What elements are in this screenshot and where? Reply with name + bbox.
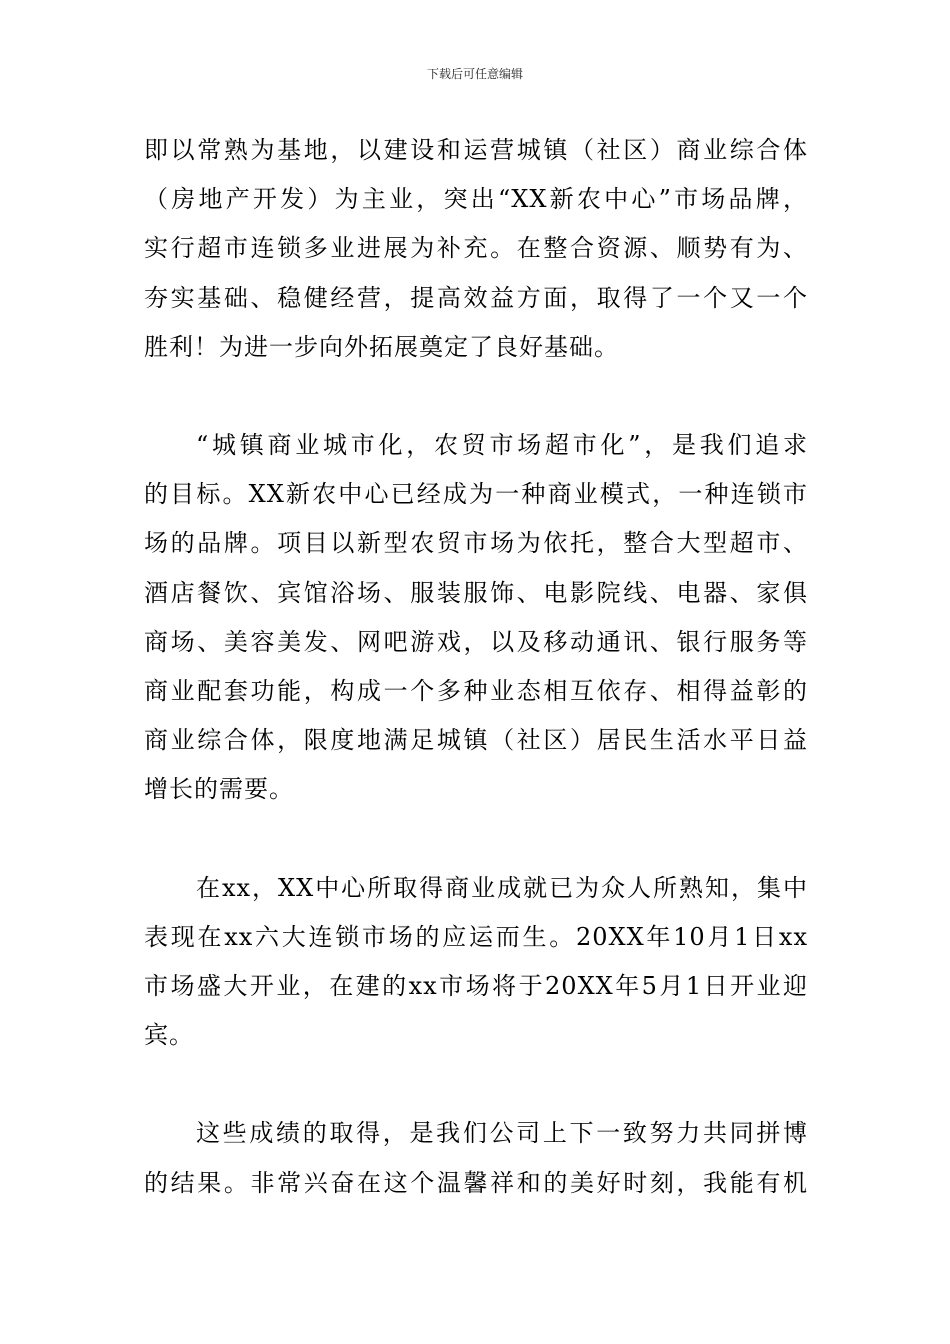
paragraph-2 xyxy=(144,421,808,815)
paragraph-1 xyxy=(144,126,808,372)
text-line: 酒店餐饮、宾馆浴场、服装服饰、电影院线、电器、家俱 xyxy=(144,578,808,607)
text-line: 这些成绩的取得，是我们公司上下一致努力共同拼博 xyxy=(196,1119,808,1148)
text-line: （房地产开发）为主业，突出“XX新农中心”市场品牌， xyxy=(144,185,808,214)
page-header: 下载后可任意编辑 xyxy=(426,67,523,81)
text-line: “城镇商业城市化，农贸市场超市化”，是我们追求 xyxy=(196,431,808,460)
paragraph-3 xyxy=(144,864,808,1061)
text-line: 即以常熟为基地，以建设和运营城镇（社区）商业综合体 xyxy=(144,136,808,164)
text-line: 商业配套功能，构成一个多种业态相互依存、相得益彰的 xyxy=(144,677,808,706)
text-line: 增长的需要。 xyxy=(144,775,294,804)
text-line: 商业综合体，限度地满足城镇（社区）居民生活水平日益 xyxy=(144,726,808,755)
paragraph-gap xyxy=(144,1060,808,1109)
text-line: 的结果。非常兴奋在这个温馨祥和的美好时刻，我能有机 xyxy=(144,1168,808,1197)
paragraph-gap xyxy=(144,815,808,864)
text-line: 在xx，XX中心所取得商业成就已为众人所熟知，集中 xyxy=(196,873,808,902)
text-line: 宾。 xyxy=(144,1021,194,1050)
text-line: 夯实基础、稳健经营，提高效益方面，取得了一个又一个 xyxy=(144,283,808,312)
document-body xyxy=(144,126,808,1208)
text-line: 表现在xx六大连锁市场的应运而生。20XX年10月1日xx xyxy=(144,922,808,951)
paragraph-4 xyxy=(144,1109,808,1207)
text-line: 市场盛大开业，在建的xx市场将于20XX年5月1日开业迎 xyxy=(144,972,808,1001)
text-line: 的目标。XX新农中心已经成为一种商业模式，一种连锁市 xyxy=(144,480,808,509)
text-line: 场的品牌。项目以新型农贸市场为依托，整合大型超市、 xyxy=(144,529,808,558)
paragraph-gap xyxy=(144,372,808,421)
text-line: 实行超市连锁多业进展为补充。在整合资源、顺势有为、 xyxy=(144,234,808,263)
text-line: 胜利！为进一步向外拓展奠定了良好基础。 xyxy=(144,332,619,361)
text-line: 商场、美容美发、网吧游戏，以及移动通讯、银行服务等 xyxy=(144,627,808,656)
